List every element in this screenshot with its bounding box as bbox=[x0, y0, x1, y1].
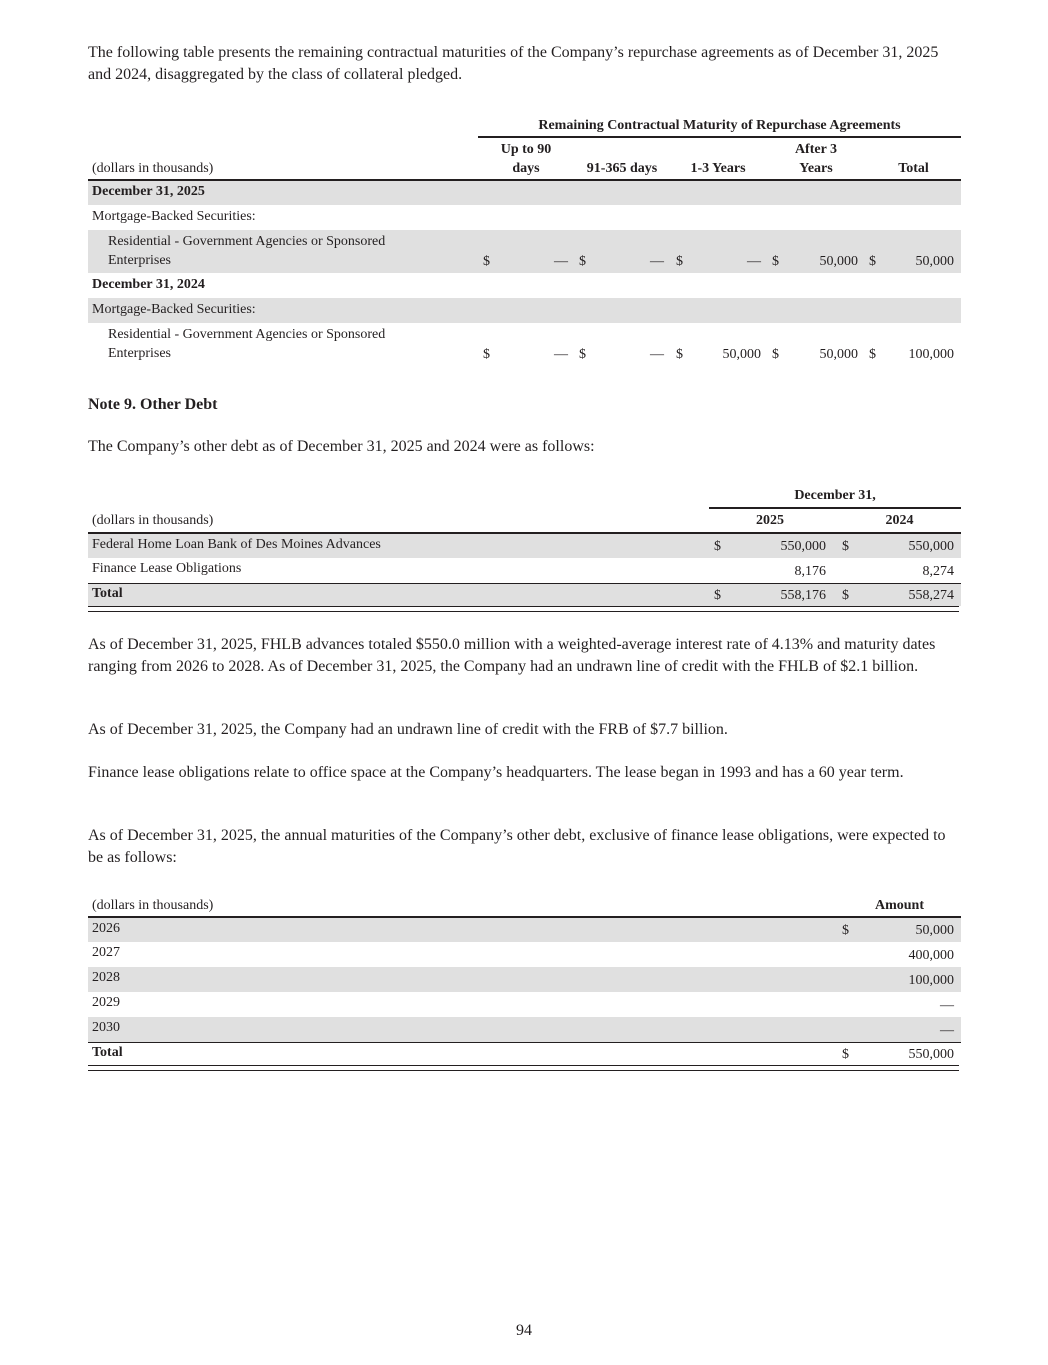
debt-units-label: (dollars in thousands) bbox=[92, 513, 214, 528]
repo-2024-residential-line2: Enterprises bbox=[108, 346, 171, 361]
debt-lease-row bbox=[88, 558, 961, 583]
maturity-amount: 50,000 bbox=[915, 923, 954, 938]
col-1-3-years: 1-3 Years bbox=[690, 161, 746, 176]
dollar-sign: $ bbox=[714, 588, 721, 603]
repo-2025-title: December 31, 2025 bbox=[92, 184, 205, 199]
note9-heading: Note 9. Other Debt bbox=[88, 396, 218, 413]
debt-year-2024: 2024 bbox=[885, 513, 914, 528]
debt-fhlb-2025: 550,000 bbox=[780, 539, 826, 554]
col-up-to-90-line1: Up to 90 bbox=[500, 142, 552, 157]
maturity-row bbox=[88, 967, 961, 992]
repo-2024-residential-line1: Residential - Government Agencies or Sponsored bbox=[108, 327, 386, 342]
col-91-365: 91-365 days bbox=[586, 161, 658, 176]
maturity-amount-header: Amount bbox=[874, 898, 924, 913]
debt-fhlb-label: Federal Home Loan Bank of Des Moines Advances bbox=[92, 537, 381, 552]
repo-2024-title: December 31, 2024 bbox=[92, 277, 205, 292]
dollar-sign: $ bbox=[676, 347, 683, 362]
repo-2025-v2: — bbox=[650, 254, 664, 269]
dollar-sign: $ bbox=[676, 254, 683, 269]
dollar-sign: $ bbox=[714, 539, 721, 554]
maturities-paragraph: As of December 31, 2025, the annual maturities of the Company’s other debt, exclusive of finance lease obligations, were expected to be as follows: bbox=[88, 827, 946, 866]
maturity-row bbox=[88, 1017, 961, 1042]
debt-lease-2024: 8,274 bbox=[922, 564, 954, 579]
col-after-3-line1: After 3 bbox=[794, 142, 838, 157]
debt-year-2025: 2025 bbox=[756, 513, 784, 528]
repo-2024-title-row bbox=[88, 273, 961, 298]
dollar-sign: $ bbox=[483, 254, 490, 269]
repo-super-header-rule bbox=[478, 136, 961, 138]
maturity-amount: 400,000 bbox=[908, 948, 954, 963]
maturity-total-row bbox=[88, 1043, 961, 1065]
page-number: 94 bbox=[516, 1322, 532, 1339]
dollar-sign: $ bbox=[869, 347, 876, 362]
repo-super-header: Remaining Contractual Maturity of Repurchase Agreements bbox=[538, 118, 901, 133]
maturity-total-label: Total bbox=[92, 1045, 123, 1060]
maturity-year: 2028 bbox=[92, 970, 120, 985]
repo-2025-v3: — bbox=[747, 254, 761, 269]
debt-total-2024: 558,274 bbox=[908, 588, 954, 603]
maturity-year: 2030 bbox=[92, 1020, 120, 1035]
repo-2024-sub-row bbox=[88, 298, 961, 323]
repo-2025-residential-line1: Residential - Government Agencies or Sponsored bbox=[108, 234, 386, 249]
repo-maturity-table bbox=[88, 112, 961, 372]
dollar-sign: $ bbox=[579, 347, 586, 362]
maturity-units-label: (dollars in thousands) bbox=[92, 898, 214, 913]
repo-2025-residential-line2: Enterprises bbox=[108, 253, 171, 268]
maturity-amount: 100,000 bbox=[908, 973, 954, 988]
repo-2024-v5: 100,000 bbox=[908, 347, 954, 362]
repo-2024-residential-row bbox=[88, 323, 961, 366]
debt-fhlb-2024: 550,000 bbox=[908, 539, 954, 554]
dollar-sign: $ bbox=[772, 254, 779, 269]
fhlb-paragraph: As of December 31, 2025, FHLB advances totaled $550.0 million with a weighted-average interest rate of 4.13% and maturity dates ranging from 2026 to 2028. As of December 31, 2025, the Company had an undrawn line of credit with the FHLB of $2.1 billion. bbox=[88, 636, 936, 675]
intro-paragraph: The following table presents the remaining contractual maturities of the Company’s repurchase agreements as of December 31, 2025 and 2024, disaggregated by the class of collateral pledged. bbox=[88, 44, 939, 83]
maturity-total-amount: 550,000 bbox=[908, 1047, 954, 1062]
repo-units-label: (dollars in thousands) bbox=[92, 161, 214, 176]
repo-2024-v3: 50,000 bbox=[722, 347, 761, 362]
dollar-sign: $ bbox=[869, 254, 876, 269]
maturity-amount: — bbox=[940, 998, 954, 1013]
col-total: Total bbox=[898, 161, 929, 176]
maturity-amount: — bbox=[940, 1023, 954, 1038]
debt-lease-label: Finance Lease Obligations bbox=[92, 561, 242, 576]
repo-2025-v1: — bbox=[554, 254, 568, 269]
frb-paragraph: As of December 31, 2025, the Company had an undrawn line of credit with the FRB of $7.7 billion. bbox=[88, 721, 728, 738]
dollar-sign: $ bbox=[842, 1047, 849, 1062]
repo-2025-title-row bbox=[88, 181, 961, 205]
col-after-3-line2: Years bbox=[799, 161, 833, 176]
lease-paragraph: Finance lease obligations relate to office space at the Company’s headquarters. The lease began in 1993 and has a 60 year term. bbox=[88, 764, 904, 781]
repo-2025-v5: 50,000 bbox=[915, 254, 954, 269]
maturity-year: 2026 bbox=[92, 921, 120, 936]
dollar-sign: $ bbox=[772, 347, 779, 362]
debt-super-header: December 31, bbox=[794, 488, 876, 503]
maturity-total-double-rule bbox=[88, 1065, 959, 1071]
dollar-sign: $ bbox=[842, 588, 849, 603]
repo-2025-v4: 50,000 bbox=[819, 254, 858, 269]
repo-2025-sub-row bbox=[88, 205, 961, 230]
maturity-year: 2027 bbox=[92, 945, 120, 960]
maturity-row bbox=[88, 942, 961, 967]
repo-2024-v4: 50,000 bbox=[819, 347, 858, 362]
maturity-row bbox=[88, 992, 961, 1017]
debt-fhlb-row bbox=[88, 534, 961, 558]
dollar-sign: $ bbox=[483, 347, 490, 362]
note9-intro: The Company’s other debt as of December 31, 2025 and 2024 were as follows: bbox=[88, 438, 595, 455]
other-debt-table bbox=[88, 482, 961, 612]
repo-2024-v2: — bbox=[650, 347, 664, 362]
maturity-row bbox=[88, 918, 961, 942]
debt-total-label: Total bbox=[92, 586, 123, 601]
annual-maturities-table bbox=[88, 896, 961, 1076]
repo-2025-sub: Mortgage-Backed Securities: bbox=[92, 209, 256, 224]
dollar-sign: $ bbox=[842, 923, 849, 938]
debt-lease-2025: 8,176 bbox=[794, 564, 826, 579]
debt-super-header-rule bbox=[709, 507, 961, 509]
debt-total-double-rule bbox=[88, 606, 959, 612]
repo-2024-sub: Mortgage-Backed Securities: bbox=[92, 302, 256, 317]
maturity-year: 2029 bbox=[92, 995, 120, 1010]
col-up-to-90-line2: days bbox=[512, 161, 540, 176]
repo-2025-residential-row bbox=[88, 230, 961, 273]
debt-total-row bbox=[88, 584, 961, 606]
repo-2024-v1: — bbox=[554, 347, 568, 362]
debt-total-2025: 558,176 bbox=[780, 588, 826, 603]
dollar-sign: $ bbox=[842, 539, 849, 554]
dollar-sign: $ bbox=[579, 254, 586, 269]
